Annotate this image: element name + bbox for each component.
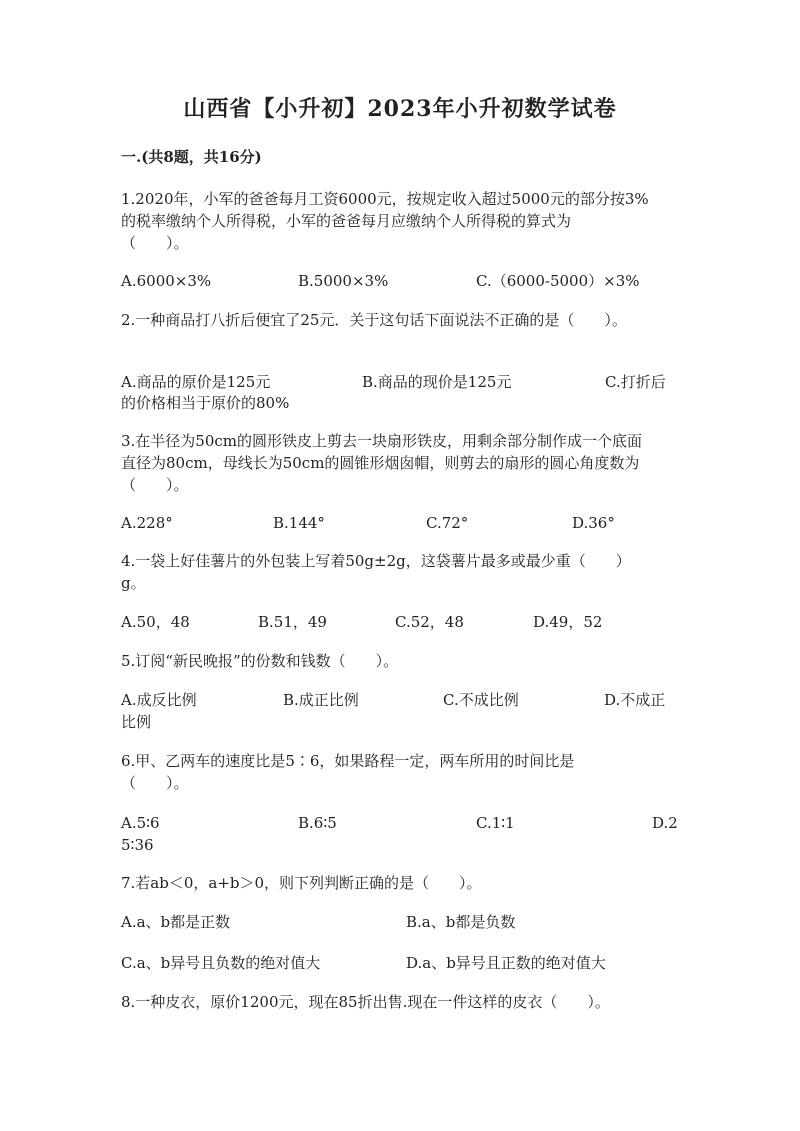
q4-option-d[interactable]: D.49，52	[533, 613, 603, 631]
q3-option-c[interactable]: C.72°	[426, 514, 469, 532]
q8-line-1: 8.一种皮衣，原价1200元，现在85折出售.现在一件这样的皮衣（ ）。	[121, 993, 610, 1011]
q5-option-c[interactable]: C.不成比例	[443, 691, 519, 709]
q1-option-b[interactable]: B.5000×3%	[298, 272, 389, 290]
q2-line-1: 2.一种商品打八折后便宜了25元．关于这句话下面说法不正确的是（ ）。	[121, 311, 627, 329]
q1-line-3: （ ）。	[121, 234, 189, 252]
q2-option-c-wrap: 的价格相当于原价的80%	[121, 394, 290, 412]
q4-line-2: g。	[121, 574, 146, 592]
q1-option-c[interactable]: C.（6000-5000）×3%	[476, 272, 640, 290]
q3-line-1: 3.在半径为50cm的圆形铁皮上剪去一块扇形铁皮，用剩余部分制作成一个底面	[121, 432, 643, 450]
q6-option-a[interactable]: A.5∶6	[121, 814, 160, 832]
q6-option-d-wrap: 5∶36	[121, 836, 154, 854]
q1-line-2: 的税率缴纳个人所得税，小军的爸爸每月应缴纳个人所得税的算式为	[121, 212, 572, 230]
q2-option-c[interactable]: C.打折后	[605, 373, 666, 391]
q6-option-b[interactable]: B.6∶5	[298, 814, 337, 832]
q1-option-a[interactable]: A.6000×3%	[121, 272, 212, 290]
q2-option-a[interactable]: A.商品的原价是125元	[121, 373, 271, 391]
q3-line-2: 直径为80cm，母线长为50cm的圆锥形烟囱帽，则剪去的扇形的圆心角度数为	[121, 454, 640, 472]
q7-option-a[interactable]: A.a、b都是正数	[121, 913, 231, 931]
q2-option-b[interactable]: B.商品的现价是125元	[362, 373, 512, 391]
q5-option-d[interactable]: D.不成正	[604, 691, 666, 709]
q3-option-d[interactable]: D.36°	[572, 514, 615, 532]
q5-option-b[interactable]: B.成正比例	[283, 691, 359, 709]
q5-option-a[interactable]: A.成反比例	[121, 691, 197, 709]
q1-line-1: 1.2020年，小军的爸爸每月工资6000元，按规定收入超过5000元的部分按3%	[121, 190, 649, 208]
q4-option-b[interactable]: B.51，49	[258, 613, 327, 631]
q7-line-1: 7.若ab＜0，a+b＞0，则下列判断正确的是（ ）。	[121, 874, 482, 892]
q6-option-c[interactable]: C.1∶1	[476, 814, 515, 832]
q7-option-d[interactable]: D.a、b异号且正数的绝对值大	[406, 954, 606, 972]
q4-line-1: 4.一袋上好佳薯片的外包装上写着50g±2g，这袋薯片最多或最少重（ ）	[121, 552, 631, 570]
q7-option-b[interactable]: B.a、b都是负数	[406, 913, 516, 931]
q7-option-c[interactable]: C.a、b异号且负数的绝对值大	[121, 954, 321, 972]
q5-line-1: 5.订阅“新民晚报”的份数和钱数（ ）。	[121, 652, 399, 670]
q6-option-d[interactable]: D.2	[652, 814, 678, 832]
q5-option-d-wrap: 比例	[121, 713, 152, 731]
q4-option-a[interactable]: A.50，48	[121, 613, 190, 631]
q3-option-a[interactable]: A.228°	[121, 514, 173, 532]
section-heading: 一.(共8题，共16分)	[121, 148, 262, 166]
page-title: 山西省【小升初】2023年小升初数学试卷	[183, 96, 617, 122]
q6-line-2: （ ）。	[121, 774, 189, 792]
q3-option-b[interactable]: B.144°	[273, 514, 325, 532]
q4-option-c[interactable]: C.52，48	[395, 613, 464, 631]
q3-line-3: （ ）。	[121, 476, 189, 494]
q6-line-1: 6.甲、乙两车的速度比是5∶6，如果路程一定，两车所用的时间比是	[121, 752, 575, 770]
